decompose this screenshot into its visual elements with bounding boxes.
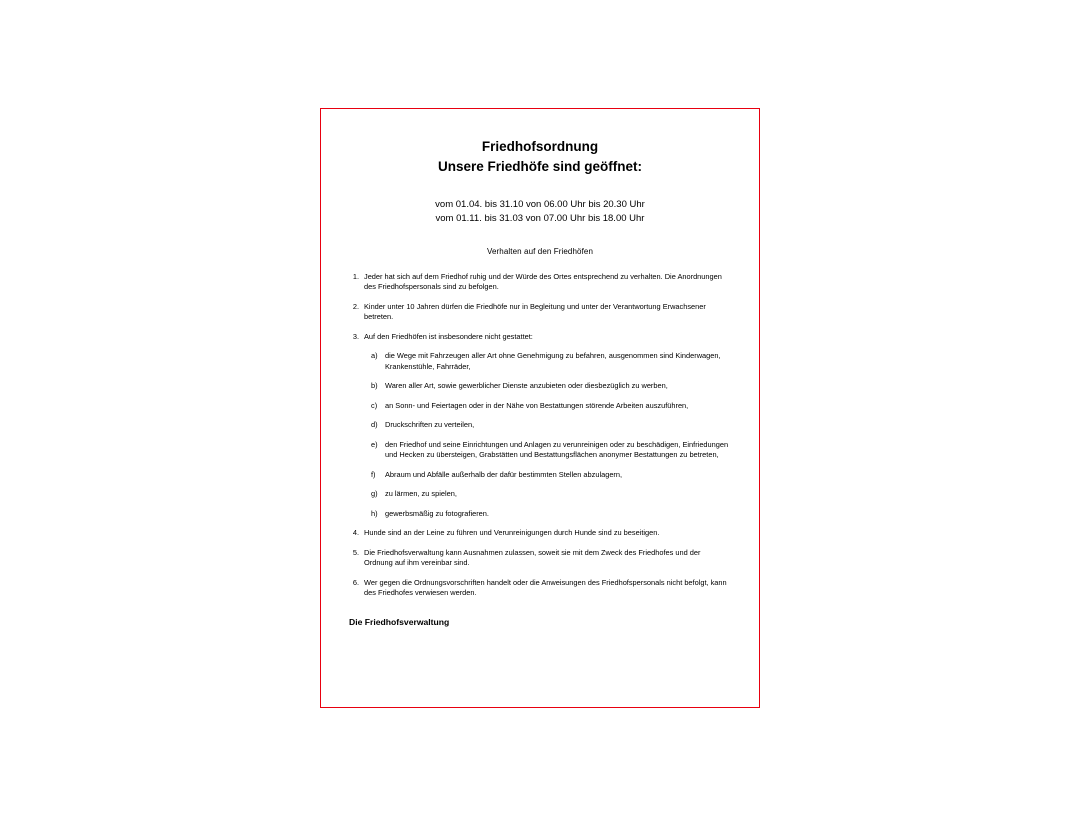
rule-text: Auf den Friedhöfen ist insbesondere nicht gestattet:: [364, 331, 533, 341]
subrule-text: Druckschriften zu verteilen,: [385, 420, 475, 430]
signature-line: Die Friedhofsverwaltung: [349, 616, 450, 627]
subrule-item: [371, 470, 731, 481]
rule-item: [349, 548, 731, 569]
subrule-item: [371, 509, 731, 520]
subrule-text: Waren aller Art, sowie gewerblicher Dienste anzubieten oder diesbezüglich zu werben,: [385, 381, 668, 391]
rule-number: 2.: [352, 301, 359, 311]
subrule-text: gewerbsmäßig zu fotografieren.: [385, 508, 489, 518]
rule-item: [349, 332, 731, 343]
cemetery-regulations-sign: [320, 108, 760, 708]
rule-text: Jeder hat sich auf dem Friedhof ruhig und der Würde des Ortes entsprechend zu verhalten. Die Anordnungen des Friedhofspersonals sind zu befolgen.: [364, 271, 722, 292]
subrule-item: [371, 489, 731, 500]
subrule-marker: f): [371, 469, 376, 479]
prohibitions-sublist: [371, 351, 731, 519]
rule-text: Die Friedhofsverwaltung kann Ausnahmen zulassen, soweit sie mit dem Zweck des Friedhofes und der Ordnung auf ihm vereinbar sind.: [364, 547, 701, 568]
subrule-text: an Sonn- und Feiertagen oder in der Nähe von Bestattungen störende Arbeiten auszuführen,: [385, 400, 689, 410]
rules-list: [349, 272, 731, 599]
subrule-item: [371, 351, 731, 372]
rule-text: Hunde sind an der Leine zu führen und Verunreinigungen durch Hunde sind zu beseitigen.: [364, 528, 660, 538]
section-heading: Verhalten auf den Friedhöfen: [487, 246, 593, 256]
subrule-text: den Friedhof und seine Einrichtungen und Anlagen zu verunreinigen oder zu beschädigen, Einfriedungen und Hecken zu übersteigen, Grabstätten und Bestattungsflächen anonymer Bestattungen zu betreten,: [385, 439, 729, 460]
subrule-text: Abraum und Abfälle außerhalb der dafür bestimmten Stellen abzulagern,: [385, 469, 623, 479]
subrule-marker: d): [371, 420, 378, 430]
document-title: [349, 137, 731, 176]
title-line-1: Friedhofsordnung: [481, 139, 599, 154]
subrule-marker: h): [371, 508, 378, 518]
rule-item: [349, 272, 731, 293]
subrule-marker: g): [371, 489, 378, 499]
subrule-text: zu lärmen, zu spielen,: [385, 489, 457, 499]
subrule-item: [371, 420, 731, 431]
rule-number: 6.: [352, 577, 359, 587]
subrule-marker: e): [371, 439, 378, 449]
sign-content: [321, 109, 759, 707]
rule-text: Kinder unter 10 Jahren dürfen die Friedhöfe nur in Begleitung und unter der Verantwortung Erwachsener betreten.: [364, 301, 706, 322]
opening-hours: [349, 198, 731, 227]
opening-hours-winter: vom 01.11. bis 31.03 von 07.00 Uhr bis 18.00 Uhr: [435, 213, 645, 225]
rule-number: 3.: [352, 331, 359, 341]
rule-item: [349, 578, 731, 599]
opening-hours-summer: vom 01.04. bis 31.10 von 06.00 Uhr bis 20.30 Uhr: [435, 199, 645, 211]
rule-item: [349, 302, 731, 323]
subrule-text: die Wege mit Fahrzeugen aller Art ohne Genehmigung zu befahren, ausgenommen sind Kinderwagen, Krankenstühle, Fahrräder,: [385, 351, 721, 371]
subrule-item: [371, 440, 731, 461]
rule-number: 1.: [352, 271, 359, 281]
subrule-marker: a): [371, 351, 378, 361]
rule-item: [349, 528, 731, 539]
subrule-marker: c): [371, 400, 378, 410]
subrule-item: [371, 401, 731, 412]
rule-text: Wer gegen die Ordnungsvorschriften handelt oder die Anweisungen des Friedhofspersonals nicht befolgt, kann des Friedhofes verwiesen werden.: [364, 577, 727, 598]
subrule-item: [371, 381, 731, 392]
subrule-marker: b): [371, 381, 378, 391]
rule-number: 4.: [352, 528, 359, 538]
rule-number: 5.: [352, 547, 359, 557]
title-line-2: Unsere Friedhöfe sind geöffnet:: [437, 158, 643, 174]
